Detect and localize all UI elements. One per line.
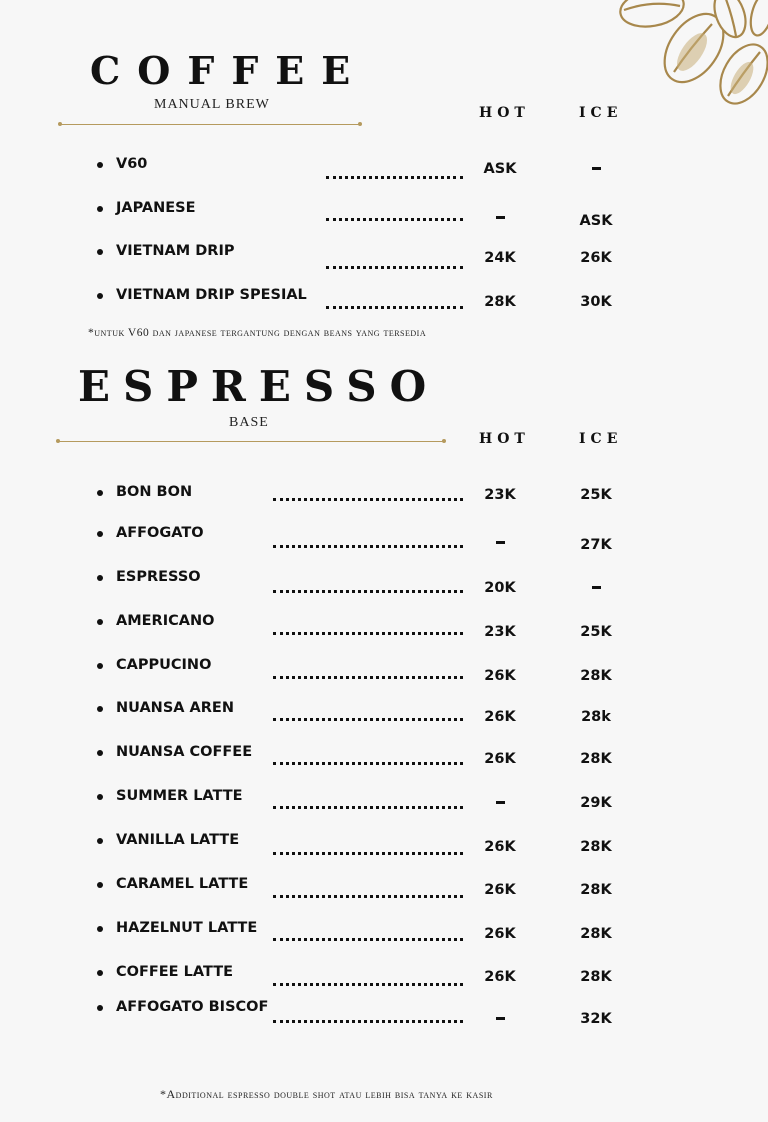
menu-item-name: NUANSA AREN	[116, 700, 234, 716]
menu-item-name: BON BON	[116, 484, 193, 500]
ice-price-dash	[592, 586, 601, 589]
menu-item-name: CAPPUCINO	[116, 657, 212, 673]
hot-price: 26K	[484, 751, 516, 767]
menu-item-name: VIETNAM DRIP	[116, 243, 235, 259]
dotted-leader	[326, 306, 463, 309]
bullet-icon	[97, 882, 103, 888]
hot-price-dash	[496, 541, 505, 544]
hot-price-dash	[496, 801, 505, 804]
menu-item-name: ESPRESSO	[116, 569, 201, 585]
ice-price: 28K	[580, 969, 612, 985]
ice-price: 28K	[580, 668, 612, 684]
dotted-leader	[273, 895, 463, 898]
espresso-hot-header: HOT	[479, 431, 530, 447]
bullet-icon	[97, 926, 103, 932]
hot-price: 26K	[484, 926, 516, 942]
menu-item-name: VIETNAM DRIP SPESIAL	[116, 287, 307, 303]
dotted-leader	[273, 676, 463, 679]
ice-price: ASK	[579, 213, 613, 229]
coffee-subtitle: MANUAL BREW	[154, 97, 270, 112]
hot-price: 26K	[484, 882, 516, 898]
espresso-subtitle: BASE	[229, 415, 269, 430]
menu-item-name: NUANSA COFFEE	[116, 744, 253, 760]
ice-price: 28K	[580, 751, 612, 767]
coffee-divider	[60, 124, 360, 125]
menu-item-name: CARAMEL LATTE	[116, 876, 249, 892]
dotted-leader	[273, 1020, 463, 1023]
menu-item-name: AFFOGATO BISCOF	[116, 999, 269, 1015]
ice-price: 25K	[580, 487, 612, 503]
dotted-leader	[273, 632, 463, 635]
bullet-icon	[97, 750, 103, 756]
bullet-icon	[97, 794, 103, 800]
dotted-leader	[273, 590, 463, 593]
dotted-leader	[326, 266, 463, 269]
hot-price: 26K	[484, 969, 516, 985]
dotted-leader	[273, 718, 463, 721]
hot-price-dash	[496, 216, 505, 219]
bullet-icon	[97, 293, 103, 299]
coffee-ice-header: ICE	[579, 105, 623, 121]
menu-item-name: HAZELNUT LATTE	[116, 920, 258, 936]
espresso-divider	[58, 441, 444, 442]
ice-price: 28K	[580, 882, 612, 898]
dotted-leader	[326, 218, 463, 221]
ice-price: 28K	[580, 839, 612, 855]
espresso-ice-header: ICE	[579, 431, 623, 447]
bullet-icon	[97, 1005, 103, 1011]
bullet-icon	[97, 490, 103, 496]
menu-item-name: VANILLA LATTE	[116, 832, 240, 848]
hot-price: 23K	[484, 487, 516, 503]
bullet-icon	[97, 970, 103, 976]
dotted-leader	[273, 498, 463, 501]
ice-price-dash	[592, 167, 601, 170]
dotted-leader	[273, 762, 463, 765]
dotted-leader	[273, 983, 463, 986]
espresso-title: ESPRESSO	[78, 362, 440, 411]
ice-price: 32K	[580, 1011, 612, 1027]
bullet-icon	[97, 249, 103, 255]
hot-price: 26K	[484, 709, 516, 725]
menu-item-name: JAPANESE	[116, 200, 196, 216]
menu-item-name: AFFOGATO	[116, 525, 204, 541]
ice-price: 28k	[581, 709, 611, 725]
ice-price: 27K	[580, 537, 612, 553]
menu-item-name: V60	[116, 156, 148, 172]
dotted-leader	[273, 806, 463, 809]
bullet-icon	[97, 619, 103, 625]
bullet-icon	[97, 575, 103, 581]
coffee-title: COFFEE	[90, 48, 368, 93]
bullet-icon	[97, 706, 103, 712]
coffee-beans-icon	[612, 0, 768, 110]
hot-price: 20K	[484, 580, 516, 596]
hot-price: 23K	[484, 624, 516, 640]
hot-price: ASK	[483, 161, 517, 177]
bullet-icon	[97, 663, 103, 669]
bullet-icon	[97, 838, 103, 844]
dotted-leader	[273, 938, 463, 941]
hot-price: 26K	[484, 668, 516, 684]
dotted-leader	[273, 852, 463, 855]
coffee-note: *untuk V60 dan japanese tergantung dengan beans yang tersedia	[88, 327, 427, 339]
hot-price-dash	[496, 1017, 505, 1020]
ice-price: 30K	[580, 294, 612, 310]
footer-note: *Additional espresso double shot atau lebih bisa tanya ke kasir	[160, 1087, 493, 1101]
hot-price: 28K	[484, 294, 516, 310]
dotted-leader	[273, 545, 463, 548]
hot-price: 26K	[484, 839, 516, 855]
ice-price: 25K	[580, 624, 612, 640]
ice-price: 26K	[580, 250, 612, 266]
bullet-icon	[97, 206, 103, 212]
ice-price: 28K	[580, 926, 612, 942]
menu-item-name: COFFEE LATTE	[116, 964, 233, 980]
bullet-icon	[97, 162, 103, 168]
menu-item-name: AMERICANO	[116, 613, 215, 629]
hot-price: 24K	[484, 250, 516, 266]
ice-price: 29K	[580, 795, 612, 811]
coffee-hot-header: HOT	[479, 105, 530, 121]
menu-item-name: SUMMER LATTE	[116, 788, 243, 804]
bullet-icon	[97, 531, 103, 537]
dotted-leader	[326, 176, 463, 179]
